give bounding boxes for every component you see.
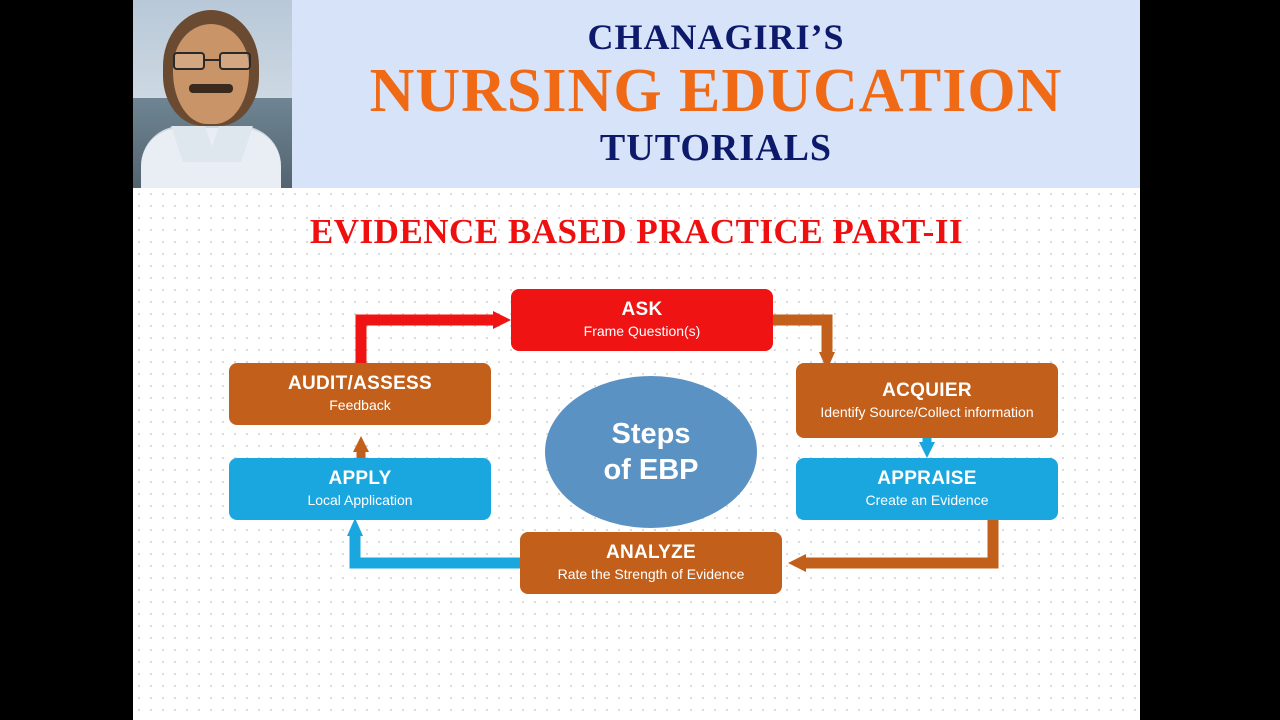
node-analyze-title: ANALYZE [605, 542, 697, 564]
node-acquier-subtitle: Identify Source/Collect information [820, 403, 1034, 420]
node-apply-subtitle: Local Application [307, 492, 413, 509]
brand-line-2: NURSING EDUCATION [369, 57, 1063, 126]
node-appraise-subtitle: Create an Evidence [865, 492, 989, 509]
glasses-lens-left [173, 52, 205, 70]
glasses-lens-right [219, 52, 251, 70]
node-ask-title: ASK [621, 299, 663, 321]
page-title: EVIDENCE BASED PRACTICE PART-II [309, 212, 964, 251]
node-analyze[interactable] [520, 532, 782, 594]
brand-line-1: CHANAGIRI’S [587, 16, 845, 57]
brand-title-block [292, 0, 1140, 188]
ebp-cycle-diagram [133, 188, 1140, 720]
glasses-icon [173, 52, 251, 70]
glasses-bridge [205, 59, 219, 61]
node-acquier-title: ACQUIER [882, 379, 972, 401]
node-audit-assess[interactable] [229, 363, 491, 425]
photo-moustache [189, 84, 233, 93]
node-ask-subtitle: Frame Question(s) [583, 323, 701, 340]
center-label-line-1: Steps [611, 417, 691, 450]
slide-content [133, 188, 1140, 720]
node-appraise[interactable] [796, 458, 1058, 520]
node-analyze-subtitle: Rate the Strength of Evidence [557, 566, 745, 583]
node-ask[interactable] [511, 289, 773, 351]
node-appraise-title: APPRAISE [877, 468, 977, 490]
center-label [545, 376, 757, 528]
node-audit-title: AUDIT/ASSESS [287, 373, 432, 395]
node-audit-subtitle: Feedback [329, 397, 391, 414]
node-apply-title: APPLY [328, 468, 392, 490]
brand-line-3: TUTORIALS [599, 127, 833, 170]
node-apply[interactable] [229, 458, 491, 520]
center-label-line-2: of EBP [603, 454, 699, 486]
photo-face [173, 24, 249, 124]
presenter-photo [133, 0, 292, 188]
node-acquier[interactable] [796, 363, 1058, 438]
